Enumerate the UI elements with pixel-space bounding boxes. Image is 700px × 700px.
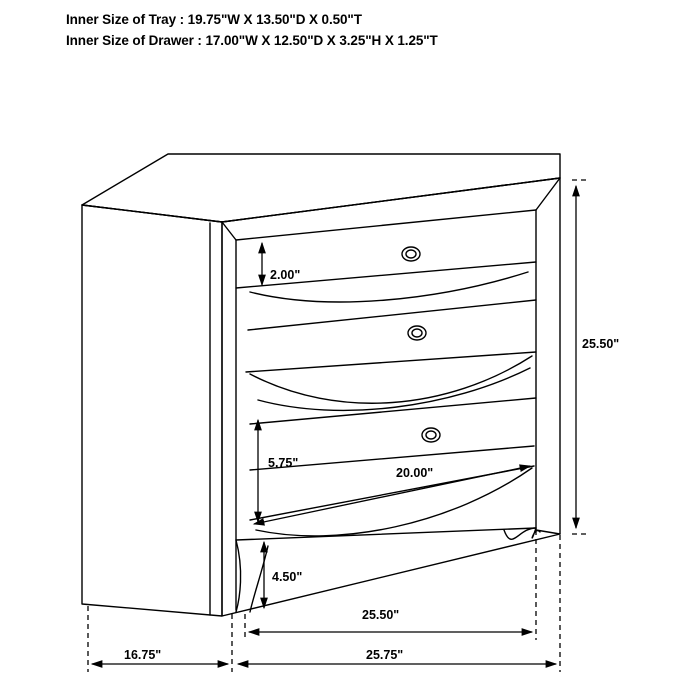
extension-lines	[88, 180, 588, 672]
knob-bottom	[422, 428, 440, 442]
drawer2-curve-2	[250, 356, 532, 403]
label-overall-width: 25.75"	[366, 648, 404, 662]
left-side-panel	[82, 205, 222, 616]
front-face-outline	[222, 178, 560, 616]
label-side-depth: 16.75"	[124, 648, 162, 662]
label-bottom-gap-height: 4.50"	[272, 570, 303, 584]
front-right-bevel-top	[536, 178, 560, 210]
label-drawer-front-width: 20.00"	[396, 466, 434, 480]
knob-top	[402, 247, 420, 261]
note-line-drawer: Inner Size of Drawer : 17.00"W X 12.50"D X 3.25"H X 1.25"T	[66, 32, 438, 48]
drawer2-top-edge	[248, 300, 536, 330]
note-line-tray: Inner Size of Tray : 19.75"W X 13.50"D X 0.50"T	[66, 12, 362, 27]
label-front-width: 25.50"	[362, 608, 400, 622]
drawer3-curve	[256, 468, 532, 536]
apron-left-curve	[250, 546, 268, 612]
label-middle-drawer-height: 5.75"	[268, 456, 299, 470]
front-left-bevel	[222, 222, 236, 240]
label-top-drawer-height: 2.00"	[270, 268, 301, 282]
drawer2-bottom-edge	[246, 352, 536, 372]
knob-middle	[408, 326, 426, 340]
label-overall-height: 25.50"	[582, 337, 620, 351]
dimline-drawer-front-width	[254, 466, 530, 524]
drawer2-curve	[258, 368, 530, 410]
